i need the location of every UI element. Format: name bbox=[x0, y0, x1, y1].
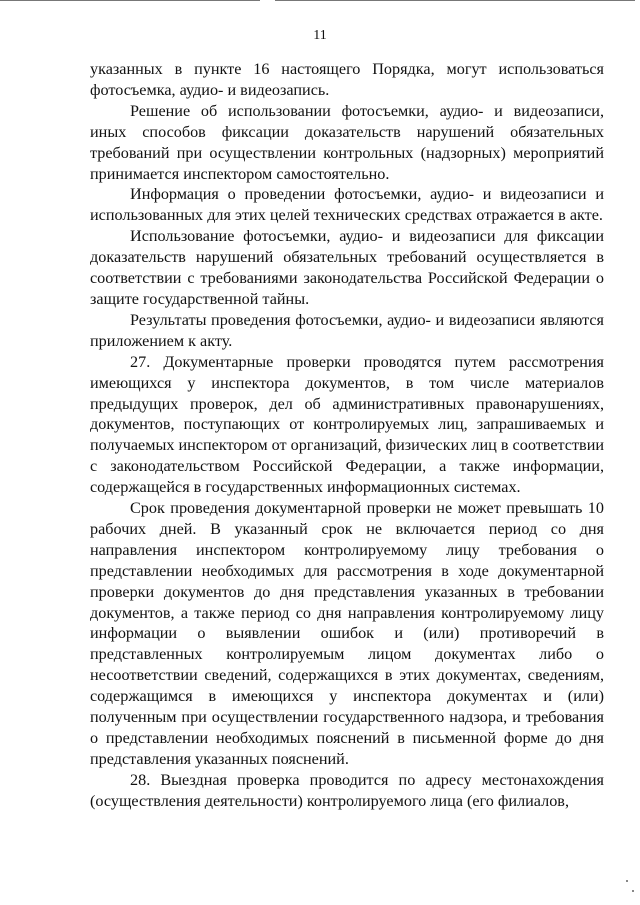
paragraph-documentary-check-term: Срок проведения документарной проверки не может превышать 10 рабочих дней. В указанный срок не включается период со дня направления инспектором контролируемому лицу требования о представлении необходимых для рассмотрения в ходе документарной проверки документов до дня представления указанных в требовании документов, а также период со дня направления контролируемому лицу информации о выявлении ошибок и (или) противоречий в представленных контролируемым лицом документах либо о несоответствии сведений, содержащихся в этих документах, сведениям, содержащимся в имеющихся у инспектора документах и (или) полученным при осуществлении государственного надзора, и требования о представлении необходимых пояснений в письменной форме до дня представления указанных пояснений. bbox=[90, 499, 604, 768]
paragraph-photo-act-info: Информация о проведении фотосъемки, аудио- и видеозаписи и использованных для этих целей технических средствах отражается в акте. bbox=[90, 185, 604, 225]
paragraph-state-secret: Использование фотосъемки, аудио- и видеозаписи для фиксации доказательств нарушений обязательных требований осуществляется в соответствии с требованиями законодательства Российской Федерации о защите государственной тайны. bbox=[90, 227, 604, 308]
page-number: 11 bbox=[313, 28, 327, 43]
scan-top-edge-right bbox=[275, 0, 635, 7]
paragraph-photo-decision: Решение об использовании фотосъемки, аудио- и видеозаписи, иных способов фиксации доказательств нарушений обязательных требований при осуществлении контрольных (надзорных) мероприятий принимается инспектором самостоятельно. bbox=[90, 101, 604, 183]
paragraph-continuation: указанных в пункте 16 настоящего Порядка, могут использоваться фотосъемка, аудио- и видеозапись. bbox=[90, 60, 604, 99]
scan-top-edge-left bbox=[0, 0, 260, 7]
paragraph-27-documentary-checks: 27. Документарные проверки проводятся путем рассмотрения имеющихся у инспектора документов, в том числе материалов предыдущих проверок, дел об административных правонарушениях, документов, поступающих от контролируемых лиц, запрашиваемых и получаемых инспектором от организаций, физических лиц в соответствии с законодательством Российской Федерации, а также информации, содержащейся в государственных информационных системах. bbox=[90, 352, 605, 497]
paragraph-photo-results: Результаты проведения фотосъемки, аудио- и видеозаписи являются приложением к акту. bbox=[90, 310, 604, 350]
scan-speck bbox=[626, 880, 628, 882]
scan-speck bbox=[632, 890, 634, 892]
document-body bbox=[90, 59, 604, 812]
paragraph-28-field-check: 28. Выездная проверка проводится по адресу местонахождения (осуществления деятельности) контролируемого лица (его филиалов, bbox=[90, 770, 604, 810]
